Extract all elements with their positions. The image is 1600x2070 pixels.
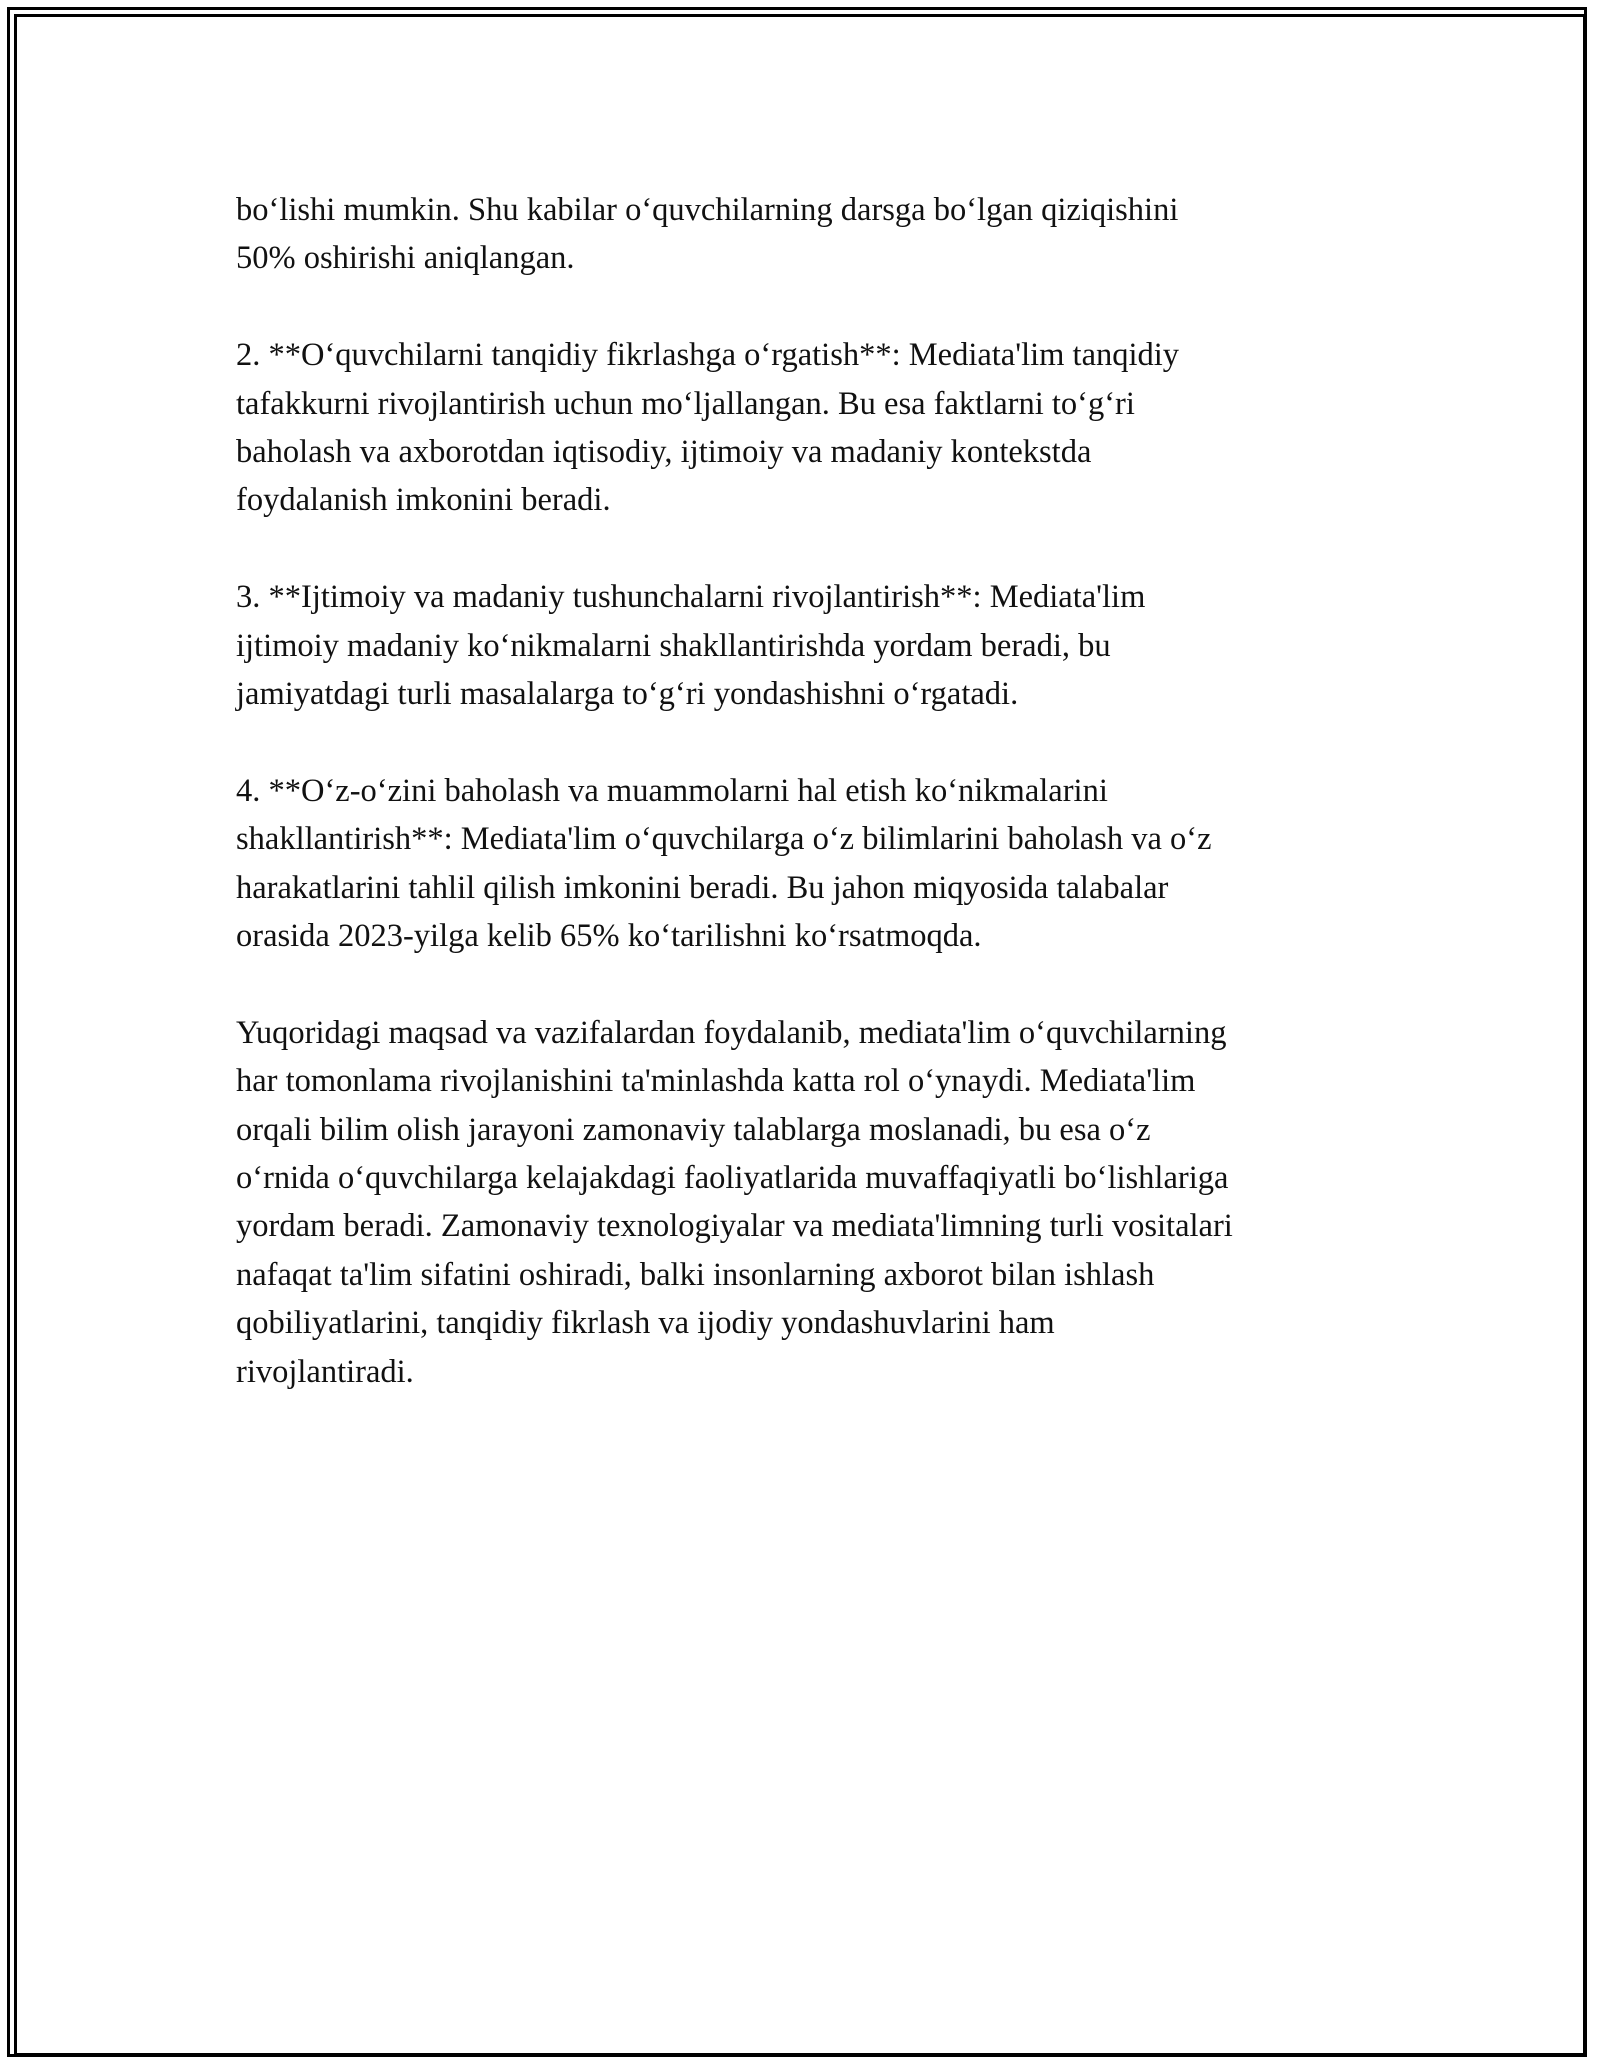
text-line: foydalanish imkonini beradi. [236, 482, 611, 519]
text-line: orqali bilim olish jarayoni zamonaviy talablarga moslanadi, bu esa o‘z [236, 1111, 1151, 1148]
text-line: yordam beradi. Zamonaviy texnologiyalar va mediata'limning turli vositalari [236, 1208, 1233, 1245]
list-item-4 [236, 767, 1386, 961]
text-line: qobiliyatlarini, tanqidiy fikrlash va ijodiy yondashuvlarini ham [236, 1305, 1055, 1342]
text-line: baholash va axborotdan iqtisodiy, ijtimoiy va madaniy kontekstda [236, 434, 1092, 471]
text-line: harakatlarini tahlil qilish imkonini beradi. Bu jahon miqyosida talabalar [236, 869, 1169, 906]
text-line: 50% oshirishi aniqlangan. [236, 240, 575, 277]
text-line: jamiyatdagi turli masalalarga to‘g‘ri yondashishni o‘rgatadi. [236, 676, 1019, 713]
text-line: 2. **O‘quvchilarni tanqidiy fikrlashga o‘rgatish**: Mediata'lim tanqidiy [236, 337, 1180, 374]
text-line: 3. **Ijtimoiy va madaniy tushunchalarni rivojlantirish**: Mediata'lim [236, 579, 1146, 616]
list-item-3 [236, 573, 1386, 718]
text-line: tafakkurni rivojlantirish uchun mo‘ljallangan. Bu esa faktlarni to‘g‘ri [236, 385, 1135, 422]
document-body [236, 186, 1386, 1444]
text-line: rivojlantiradi. [236, 1353, 414, 1390]
text-line: 4. **O‘z-o‘zini baholash va muammolarni hal etish ko‘nikmalarini [236, 772, 1108, 809]
text-line: har tomonlama rivojlanishini ta'minlashda katta rol o‘ynaydi. Mediata'lim [236, 1063, 1196, 1100]
text-line: o‘rnida o‘quvchilarga kelajakdagi faoliyatlarida muvaffaqiyatli bo‘lishlariga [236, 1160, 1229, 1197]
text-line: shakllantirish**: Mediata'lim o‘quvchilarga o‘z bilimlarini baholash va o‘z [236, 821, 1212, 858]
text-line: nafaqat ta'lim sifatini oshiradi, balki insonlarning axborot bilan ishlash [236, 1256, 1155, 1293]
text-line: Yuqoridagi maqsad va vazifalardan foydalanib, mediata'lim o‘quvchilarning [236, 1014, 1227, 1051]
paragraph-continuation [236, 186, 1386, 283]
text-line: ijtimoiy madaniy ko‘nikmalarni shakllantirishda yordam beradi, bu [236, 627, 1111, 664]
list-item-2 [236, 331, 1386, 525]
text-line: orasida 2023-yilga kelib 65% ko‘tarilishni ko‘rsatmoqda. [236, 918, 982, 955]
text-line: bo‘lishi mumkin. Shu kabilar o‘quvchilarning darsga bo‘lgan qiziqishini [236, 192, 1179, 228]
conclusion-paragraph [236, 1009, 1386, 1396]
